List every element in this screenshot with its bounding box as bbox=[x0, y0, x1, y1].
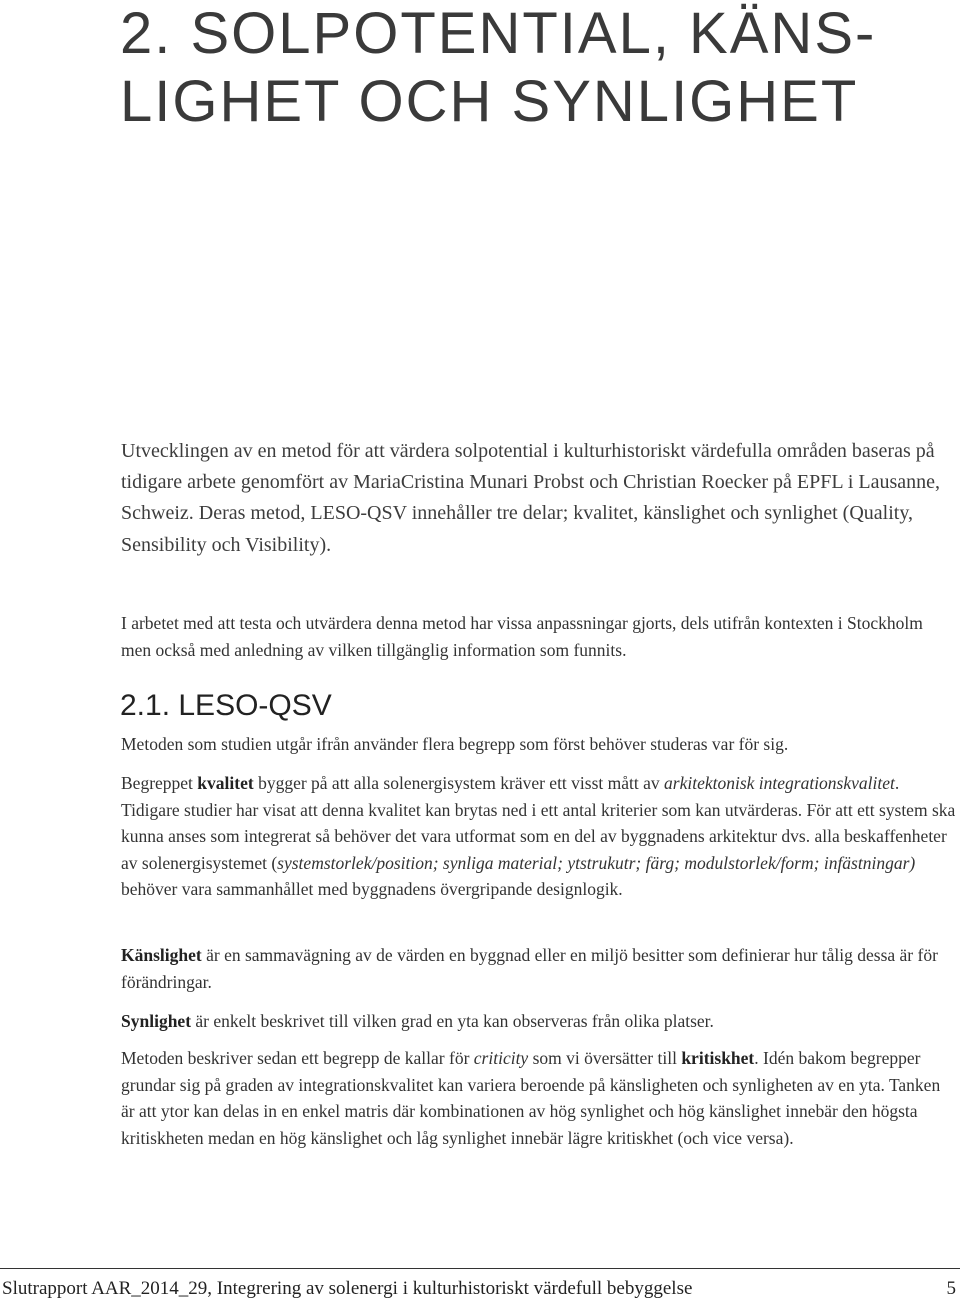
footer-text: Slutrapport AAR_2014_29, Integrering av solenergi i kulturhistoriskt värdefull bebyggelse bbox=[2, 1278, 693, 1299]
kvalitet-paragraph bbox=[121, 770, 957, 903]
kritiskhet-term: kritiskhet bbox=[681, 1048, 755, 1068]
chapter-title-line-2: LIGHET OCH SYNLIGHET bbox=[120, 69, 859, 134]
chapter-title-line-1: 2. SOLPOTENTIAL, KÄNS- bbox=[120, 1, 877, 66]
chapter-title bbox=[120, 0, 920, 136]
kanslighet-paragraph bbox=[121, 942, 957, 995]
synlighet-text: är enkelt beskrivet till vilken grad en yta kan observeras från olika platser. bbox=[191, 1011, 714, 1031]
kvalitet-text-1: Begreppet bbox=[121, 773, 198, 793]
kanslighet-text: är en sammavägning av de värden en byggnad eller en miljö besitter som definierar hur tålig dessa är för förändringar. bbox=[121, 945, 938, 992]
section-heading: 2.1. LESO-QSV bbox=[120, 689, 332, 722]
kvalitet-text-3: . Tidigare studier har visat att denna kvalitet kan brytas ned i ett antal kriterier som kan utvärderas. För att ett system ska kunna anses som integrerat så behöver det vara utformat som en del av byggnadens arkitektur dvs. alla beskaffenheter av solenergisystemet ( bbox=[121, 773, 956, 873]
kritiskhet-italic-term: criticity bbox=[473, 1048, 529, 1068]
footer-divider bbox=[0, 1268, 960, 1269]
kritiskhet-paragraph bbox=[121, 1045, 957, 1151]
kritiskhet-text-1: Metoden beskriver sedan ett begrepp de kallar för bbox=[121, 1048, 474, 1068]
kvalitet-text-4: behöver vara sammanhållet med byggnadens övergripande designlogik. bbox=[121, 879, 623, 899]
method-intro-paragraph: Metoden som studien utgår ifrån använder flera begrepp som först behöver studeras var för sig. bbox=[121, 734, 789, 754]
synlighet-paragraph bbox=[121, 1008, 957, 1035]
kvalitet-term: kvalitet bbox=[197, 773, 254, 793]
kvalitet-text-2: bygger på att alla solenergisystem kräver ett visst mått av bbox=[253, 773, 665, 793]
page-number: 5 bbox=[946, 1278, 956, 1299]
kanslighet-term: Känslighet bbox=[121, 945, 202, 965]
adaptations-paragraph: I arbetet med att testa och utvärdera denna metod har vissa anpassningar gjorts, dels utifrån kontexten i Stockholm men också med anledning av vilken tillgänglig information som funnits. bbox=[121, 613, 923, 660]
kvalitet-italic-term: arkitektonisk integrationskvalitet bbox=[664, 773, 895, 793]
kritiskhet-text-2: som vi översätter till bbox=[528, 1048, 682, 1068]
synlighet-term: Synlighet bbox=[121, 1011, 192, 1031]
kritiskhet-text-3: . Idén bakom begrepper grundar sig på graden av integrationskvalitet kan variera beroende på känsligheten och synligheten av en yta. Tanken är att ytor kan delas in en enkel matris där kombinationen av hög synlighet och hög känslighet innebär den högsta kritiskheten medan en hög känslighet och låg synlighet innebär lägre kritiskhet (och vice versa). bbox=[121, 1048, 941, 1148]
intro-paragraph: Utvecklingen av en metod för att värdera solpotential i kulturhistoriskt värdefulla områden baseras på tidigare arbete genomfört av MariaCristina Munari Probst och Christian Roecker på EPFL i Lausanne, Schweiz. Deras metod, LESO-QSV innehåller tre delar; kvalitet, känslighet och synlighet (Quality, Sensibility och Visibility). bbox=[121, 440, 941, 556]
kvalitet-italic-list: systemstorlek/position; synliga material; ytstrukutr; färg; modulstorlek/form; infästningar) bbox=[277, 852, 916, 873]
